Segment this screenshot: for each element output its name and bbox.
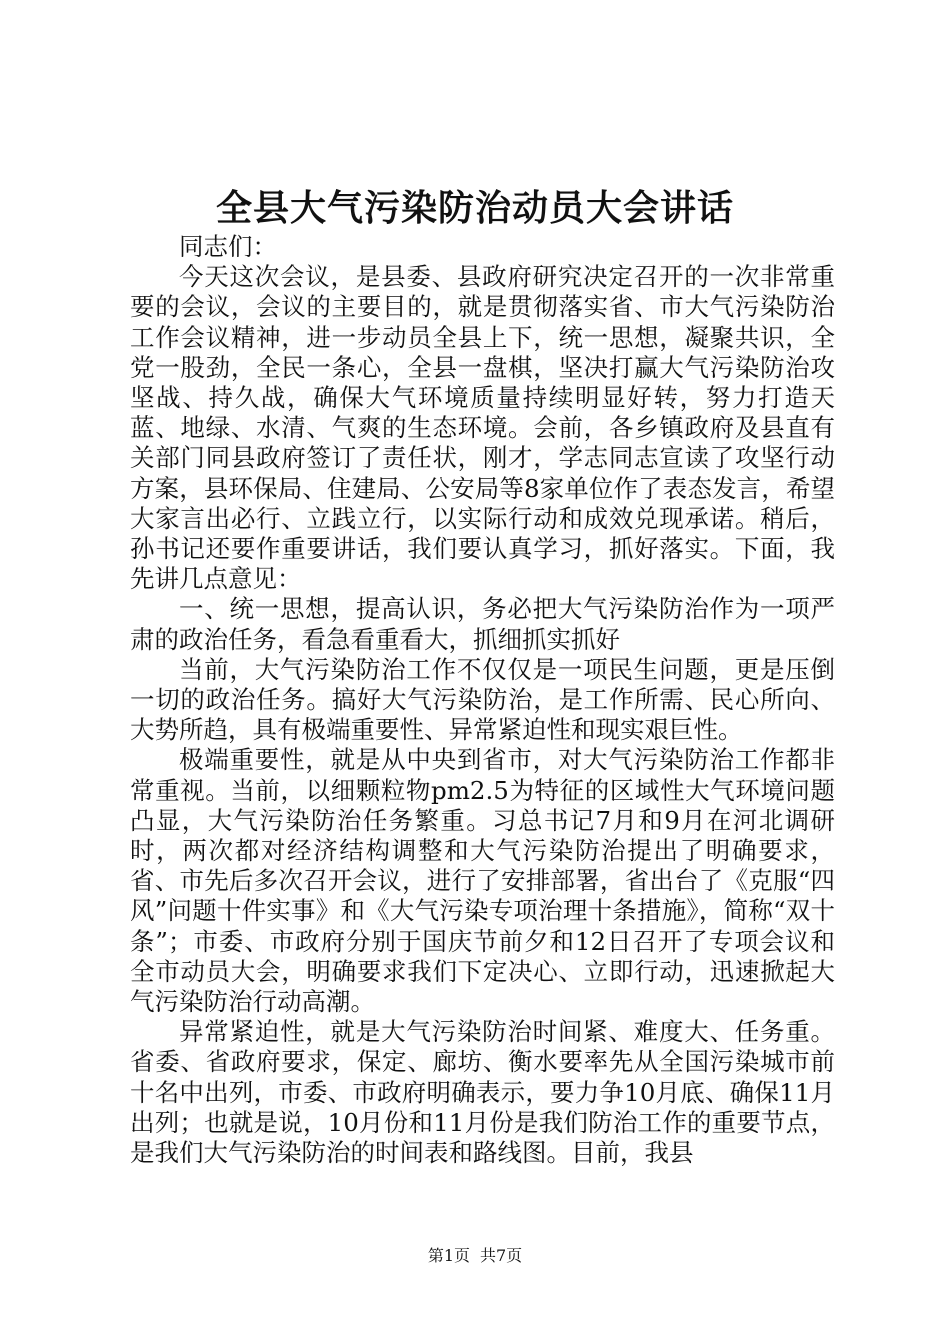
body-paragraph: 当前，大气污染防治工作不仅仅是一项民生问题，更是压倒一切的政治任务。搞好大气污染防治，是工作所需、民心所向、大势所趋，具有极端重要性、异常紧迫性和现实艰巨性。 xyxy=(130,654,835,745)
page-number: 第1页 xyxy=(427,1246,470,1265)
salutation-paragraph: 同志们： xyxy=(179,232,277,261)
body-paragraph: 异常紧迫性，就是大气污染防治时间紧、难度大、任务重。省委、省政府要求，保定、廊坊、衡水要率先从全国污染城市前十名中出列，市委、市政府明确表示，要力争10月底、确保11月出列；也就是说，10月份和11月份是我们防治工作的重要节点，是我们大气污染防治的时间表和路线图。目前，我县 xyxy=(130,1017,835,1168)
page-total: 共7页 xyxy=(480,1246,523,1265)
document-body xyxy=(130,232,835,1168)
document-title: 全县大气污染防治动员大会讲话 xyxy=(215,187,734,229)
body-paragraph: 今天这次会议，是县委、县政府研究决定召开的一次非常重要的会议，会议的主要目的，就是贯彻落实省、市大气污染防治工作会议精神，进一步动员全县上下，统一思想，凝聚共识，全党一股劲，全民一条心，全县一盘棋，坚决打赢大气污染防治攻坚战、持久战，确保大气环境质量持续明显好转，努力打造天蓝、地绿、水清、气爽的生态环境。会前，各乡镇政府及县直有关部门同县政府签订了责任状，刚才，学志同志宣读了攻坚行动方案，县环保局、住建局、公安局等8家单位作了表态发言，希望大家言出必行、立践立行，以实际行动和成效兑现承诺。稍后，孙书记还要作重要讲话，我们要认真学习，抓好落实。下面，我先讲几点意见： xyxy=(130,262,835,594)
section-heading: 一、统一思想，提高认识，务必把大气污染防治作为一项严肃的政治任务，看急看重看大，抓细抓实抓好 xyxy=(130,594,835,654)
body-paragraph: 极端重要性，就是从中央到省市，对大气污染防治工作都非常重视。当前，以细颗粒物pm2.5为特征的区域性大气环境问题凸显，大气污染防治任务繁重。习总书记7月和9月在河北调研时，两次都对经济结构调整和大气污染防治提出了明确要求，省、市先后多次召开会议，进行了安排部署，省出台了《克服“四风”问题十件实事》和《大气污染专项治理十条措施》，简称“双十条”；市委、市政府分别于国庆节前夕和12日召开了专项会议和全市动员大会，明确要求我们下定决心、立即行动，迅速掀起大气污染防治行动高潮。 xyxy=(130,745,835,1017)
page-footer xyxy=(0,1246,950,1266)
